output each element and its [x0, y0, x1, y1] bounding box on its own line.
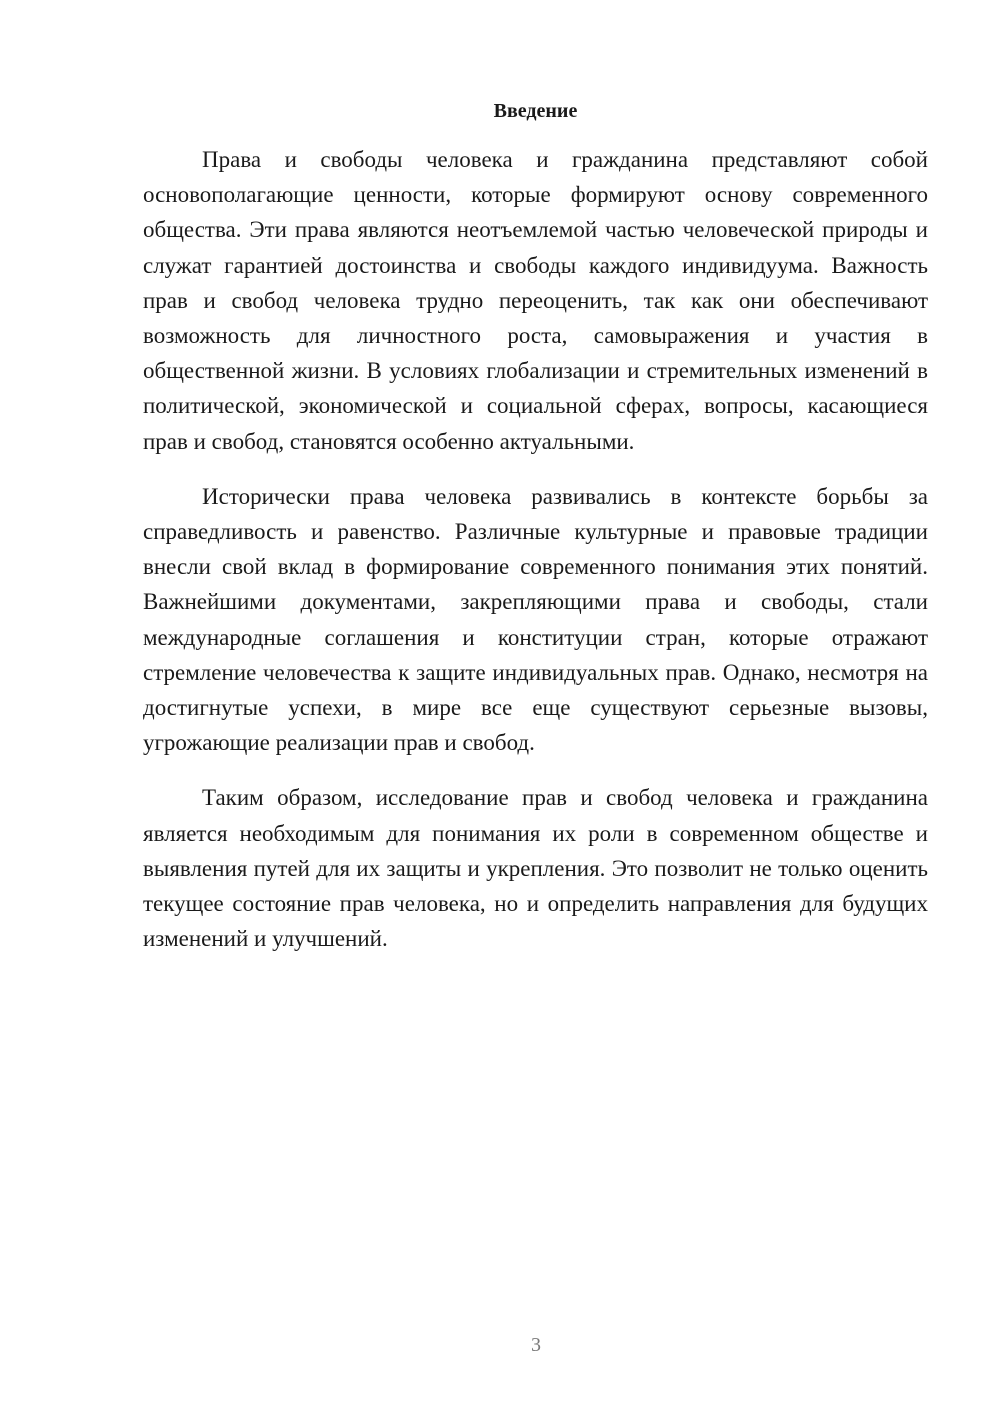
body-text	[143, 142, 928, 976]
page-number: 3	[531, 1334, 541, 1356]
section-title: Введение	[493, 100, 578, 122]
paragraph-2: Исторически права человека развивались в контексте борьбы за справедливость и равенство. Различные культурные и правовые традиции внесли свой вклад в формирование современного понимания этих понятий. Важнейшими документами, закрепляющими права и свободы, стали международные соглашения и конституции стран, которые отражают стремление человечества к защите индивидуальных прав. Однако, несмотря на достигнутые успехи, в мире все еще существуют серьезные вызовы, угрожающие реализации прав и свобод.	[143, 483, 928, 756]
paragraph-3: Таким образом, исследование прав и свобод человека и гражданина является необходимым для понимания их роли в современном обществе и выявления путей для их защиты и укрепления. Это позволит не только оценить текущее состояние прав человека, но и определить направления для будущих изменений и улучшений.	[143, 785, 928, 952]
paragraph-1: Права и свободы человека и гражданина представляют собой основополагающие ценности, которые формируют основу современного общества. Эти права являются неотъемлемой частью человеческой природы и служат гарантией достоинства и свободы каждого индивидуума. Важность прав и свобод человека трудно переоценить, так как они обеспечивают возможность для личностного роста, самовыражения и участия в общественной жизни. В условиях глобализации и стремительных изменений в политической, экономической и социальной сферах, вопросы, касающиеся прав и свобод, становятся особенно актуальными.	[143, 147, 928, 454]
